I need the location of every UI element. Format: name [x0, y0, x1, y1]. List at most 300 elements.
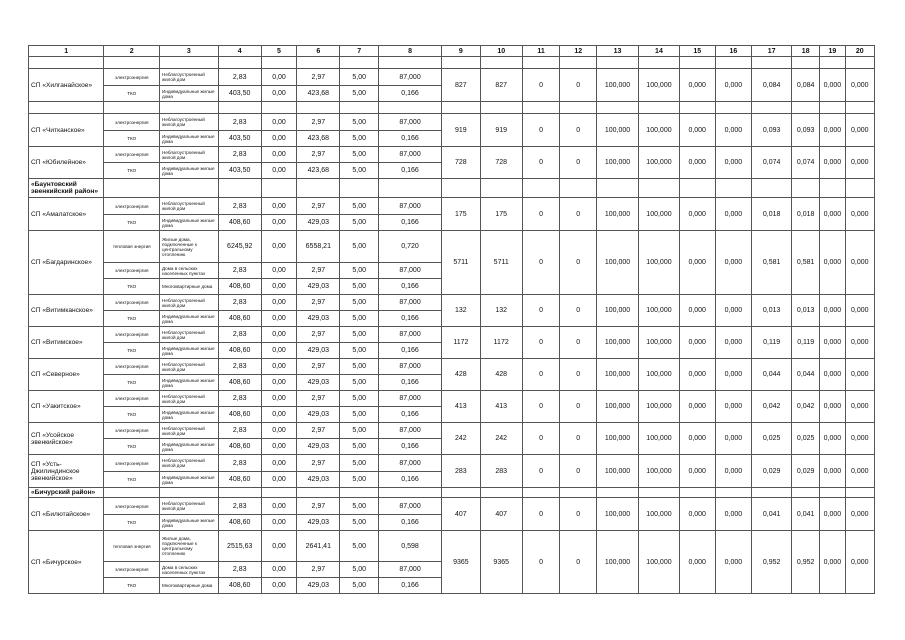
column-header: 14: [639, 46, 680, 57]
value-c6: 2,97: [297, 562, 340, 578]
value-c20: 0,000: [845, 455, 875, 488]
value-c18: 0,074: [792, 147, 820, 179]
value-c13: 100,000: [597, 455, 639, 488]
empty-cell: [679, 57, 715, 69]
value-c12: 0: [560, 114, 597, 147]
value-c16: 0,000: [715, 359, 752, 391]
empty-cell: [379, 488, 442, 498]
value-c5: 0,00: [261, 498, 297, 515]
value-c16: 0,000: [715, 498, 752, 531]
value-c14: 100,000: [639, 114, 680, 147]
value-c12: 0: [560, 531, 597, 594]
value-c4: 2,83: [218, 498, 261, 515]
empty-cell: [820, 179, 845, 198]
value-c18: 0,581: [792, 231, 820, 295]
value-c6: 2,97: [297, 359, 340, 375]
consumer-category: Индивидуальные жилые дома: [160, 515, 219, 531]
value-c4: 2,83: [218, 391, 261, 407]
consumer-category: Неблагоустроенный жилой дом: [160, 198, 219, 215]
value-c5: 0,00: [261, 279, 297, 295]
value-c4: 408,60: [218, 215, 261, 231]
value-c19: 0,000: [820, 455, 845, 488]
table-row: [29, 327, 875, 343]
empty-cell: [752, 179, 792, 198]
resource-type: ТКО: [104, 311, 160, 327]
table-row: [29, 423, 875, 439]
value-c8: 87,000: [379, 198, 442, 215]
value-c20: 0,000: [845, 295, 875, 327]
value-c6: 2,97: [297, 147, 340, 163]
resource-type: электроэнергия: [104, 423, 160, 439]
value-c18: 0,025: [792, 423, 820, 455]
empty-cell: [480, 57, 522, 69]
empty-cell: [218, 488, 261, 498]
value-c4: 6245,92: [218, 231, 261, 263]
value-c14: 100,000: [639, 231, 680, 295]
value-c7: 5,00: [340, 498, 379, 515]
column-header: 5: [261, 46, 297, 57]
region-row: [29, 488, 875, 498]
value-c14: 100,000: [639, 69, 680, 102]
column-header: 16: [715, 46, 752, 57]
value-c8: 0,166: [379, 215, 442, 231]
value-c13: 100,000: [597, 391, 639, 423]
value-c8: 87,000: [379, 455, 442, 472]
resource-type: ТКО: [104, 86, 160, 102]
value-c20: 0,000: [845, 147, 875, 179]
value-c20: 0,000: [845, 231, 875, 295]
value-c17: 0,044: [752, 359, 792, 391]
value-c10: 283: [480, 455, 522, 488]
column-header: 3: [160, 46, 219, 57]
value-c16: 0,000: [715, 231, 752, 295]
value-c4: 2,83: [218, 263, 261, 279]
value-c20: 0,000: [845, 531, 875, 594]
value-c5: 0,00: [261, 423, 297, 439]
value-c5: 0,00: [261, 147, 297, 163]
resource-type: электроэнергия: [104, 263, 160, 279]
empty-cell: [261, 57, 297, 69]
value-c15: 0,000: [679, 423, 715, 455]
value-c12: 0: [560, 231, 597, 295]
consumer-category: Неблагоустроенный жилой дом: [160, 295, 219, 311]
value-c16: 0,000: [715, 327, 752, 359]
value-c6: 2,97: [297, 423, 340, 439]
value-c17: 0,025: [752, 423, 792, 455]
value-c12: 0: [560, 423, 597, 455]
value-c4: 403,50: [218, 163, 261, 179]
value-c19: 0,000: [820, 327, 845, 359]
value-c6: 423,68: [297, 131, 340, 147]
consumer-category: Индивидуальные жилые дома: [160, 343, 219, 359]
column-header: 10: [480, 46, 522, 57]
value-c19: 0,000: [820, 231, 845, 295]
empty-cell: [522, 102, 560, 114]
value-c6: 429,03: [297, 215, 340, 231]
value-c6: 429,03: [297, 515, 340, 531]
value-c7: 5,00: [340, 147, 379, 163]
value-c14: 100,000: [639, 147, 680, 179]
value-c20: 0,000: [845, 359, 875, 391]
value-c16: 0,000: [715, 455, 752, 488]
value-c10: 728: [480, 147, 522, 179]
empty-cell: [297, 57, 340, 69]
resource-type: электроэнергия: [104, 327, 160, 343]
value-c7: 5,00: [340, 86, 379, 102]
municipality-name: СП «Северное»: [29, 359, 104, 391]
resource-type: электроэнергия: [104, 359, 160, 375]
resource-type: электроэнергия: [104, 498, 160, 515]
value-c5: 0,00: [261, 455, 297, 472]
empty-cell: [597, 488, 639, 498]
table-row: [29, 69, 875, 86]
value-c6: 2,97: [297, 114, 340, 131]
value-c16: 0,000: [715, 69, 752, 102]
empty-cell: [441, 57, 480, 69]
value-c11: 0: [522, 455, 560, 488]
value-c6: 2,97: [297, 263, 340, 279]
value-c7: 5,00: [340, 515, 379, 531]
value-c4: 408,60: [218, 515, 261, 531]
value-c8: 0,166: [379, 343, 442, 359]
value-c11: 0: [522, 423, 560, 455]
value-c15: 0,000: [679, 147, 715, 179]
column-header: 1: [29, 46, 104, 57]
consumer-category: Индивидуальные жилые дома: [160, 472, 219, 488]
value-c17: 0,041: [752, 498, 792, 531]
value-c11: 0: [522, 69, 560, 102]
consumer-category: Неблагоустроенный жилой дом: [160, 455, 219, 472]
value-c4: 2,83: [218, 455, 261, 472]
value-c8: 87,000: [379, 69, 442, 86]
empty-cell: [639, 488, 680, 498]
column-header: 12: [560, 46, 597, 57]
empty-cell: [560, 488, 597, 498]
tariff-table: [28, 45, 875, 594]
value-c10: 9365: [480, 531, 522, 594]
value-c8: 87,000: [379, 391, 442, 407]
value-c5: 0,00: [261, 407, 297, 423]
value-c8: 87,000: [379, 498, 442, 515]
consumer-category: Индивидуальные жилые дома: [160, 163, 219, 179]
value-c4: 2,83: [218, 114, 261, 131]
consumer-category: Индивидуальные жилые дома: [160, 215, 219, 231]
municipality-name: СП «Усойское эвенкийское»: [29, 423, 104, 455]
value-c8: 87,000: [379, 114, 442, 131]
value-c11: 0: [522, 147, 560, 179]
value-c10: 407: [480, 498, 522, 531]
consumer-category: Индивидуальные жилые дома: [160, 311, 219, 327]
empty-cell: [340, 57, 379, 69]
value-c9: 827: [441, 69, 480, 102]
value-c7: 5,00: [340, 131, 379, 147]
consumer-category: Дома в сельских населенных пунктах: [160, 562, 219, 578]
value-c19: 0,000: [820, 423, 845, 455]
value-c13: 100,000: [597, 231, 639, 295]
municipality-name: СП «Юбилейное»: [29, 147, 104, 179]
empty-cell: [820, 57, 845, 69]
resource-type: ТКО: [104, 439, 160, 455]
value-c5: 0,00: [261, 86, 297, 102]
value-c9: 428: [441, 359, 480, 391]
value-c11: 0: [522, 231, 560, 295]
value-c6: 429,03: [297, 343, 340, 359]
value-c16: 0,000: [715, 198, 752, 231]
empty-cell: [845, 102, 875, 114]
value-c6: 423,68: [297, 86, 340, 102]
value-c15: 0,000: [679, 231, 715, 295]
value-c17: 0,119: [752, 327, 792, 359]
value-c20: 0,000: [845, 69, 875, 102]
value-c6: 423,68: [297, 163, 340, 179]
value-c16: 0,000: [715, 531, 752, 594]
region-title: «Бичурский район»: [29, 488, 104, 498]
table-row: [29, 295, 875, 311]
resource-type: ТКО: [104, 375, 160, 391]
column-header: 9: [441, 46, 480, 57]
municipality-name: СП «Витимканское»: [29, 295, 104, 327]
value-c5: 0,00: [261, 311, 297, 327]
resource-type: ТКО: [104, 515, 160, 531]
value-c4: 408,60: [218, 343, 261, 359]
value-c15: 0,000: [679, 69, 715, 102]
value-c13: 100,000: [597, 423, 639, 455]
value-c12: 0: [560, 327, 597, 359]
value-c13: 100,000: [597, 359, 639, 391]
value-c16: 0,000: [715, 391, 752, 423]
resource-type: электроэнергия: [104, 562, 160, 578]
consumer-category: Индивидуальные жилые дома: [160, 131, 219, 147]
header-row: [29, 46, 875, 57]
value-c14: 100,000: [639, 455, 680, 488]
resource-type: электроэнергия: [104, 69, 160, 86]
value-c5: 0,00: [261, 263, 297, 279]
value-c11: 0: [522, 498, 560, 531]
value-c19: 0,000: [820, 114, 845, 147]
resource-type: электроэнергия: [104, 147, 160, 163]
value-c5: 0,00: [261, 198, 297, 215]
empty-cell: [441, 488, 480, 498]
column-header: 17: [752, 46, 792, 57]
value-c17: 0,084: [752, 69, 792, 102]
empty-cell: [261, 102, 297, 114]
empty-cell: [297, 179, 340, 198]
empty-cell: [715, 57, 752, 69]
value-c16: 0,000: [715, 423, 752, 455]
table-row: [29, 198, 875, 215]
value-c14: 100,000: [639, 359, 680, 391]
value-c6: 429,03: [297, 375, 340, 391]
column-header: 15: [679, 46, 715, 57]
consumer-category: Индивидуальные жилые дома: [160, 439, 219, 455]
value-c5: 0,00: [261, 531, 297, 562]
value-c20: 0,000: [845, 327, 875, 359]
column-header: 8: [379, 46, 442, 57]
empty-cell: [340, 102, 379, 114]
value-c7: 5,00: [340, 359, 379, 375]
value-c19: 0,000: [820, 147, 845, 179]
column-header: 7: [340, 46, 379, 57]
value-c7: 5,00: [340, 231, 379, 263]
value-c5: 0,00: [261, 359, 297, 375]
empty-cell: [104, 57, 160, 69]
value-c4: 2,83: [218, 562, 261, 578]
empty-cell: [441, 179, 480, 198]
consumer-category: Неблагоустроенный жилой дом: [160, 359, 219, 375]
value-c4: 408,60: [218, 472, 261, 488]
value-c17: 0,029: [752, 455, 792, 488]
value-c6: 2,97: [297, 455, 340, 472]
value-c5: 0,00: [261, 439, 297, 455]
consumer-category: Дома в сельских населенных пунктах: [160, 263, 219, 279]
value-c5: 0,00: [261, 163, 297, 179]
value-c9: 5711: [441, 231, 480, 295]
value-c15: 0,000: [679, 391, 715, 423]
municipality-name: СП «Багдаринское»: [29, 231, 104, 295]
consumer-category: Многоквартирные дома: [160, 578, 219, 594]
value-c6: 2641,41: [297, 531, 340, 562]
value-c19: 0,000: [820, 391, 845, 423]
value-c12: 0: [560, 455, 597, 488]
consumer-category: Индивидуальные жилые дома: [160, 86, 219, 102]
value-c17: 0,952: [752, 531, 792, 594]
value-c9: 175: [441, 198, 480, 231]
value-c10: 175: [480, 198, 522, 231]
value-c7: 5,00: [340, 423, 379, 439]
value-c9: 132: [441, 295, 480, 327]
value-c15: 0,000: [679, 455, 715, 488]
value-c8: 87,000: [379, 423, 442, 439]
consumer-category: Неблагоустроенный жилой дом: [160, 114, 219, 131]
value-c5: 0,00: [261, 114, 297, 131]
value-c4: 2,83: [218, 147, 261, 163]
value-c9: 407: [441, 498, 480, 531]
value-c9: 919: [441, 114, 480, 147]
consumer-category: Неблагоустроенный жилой дом: [160, 391, 219, 407]
value-c14: 100,000: [639, 198, 680, 231]
municipality-name: СП «Бичурское»: [29, 531, 104, 594]
value-c19: 0,000: [820, 295, 845, 327]
value-c8: 0,720: [379, 231, 442, 263]
municipality-name: СП «Амалатское»: [29, 198, 104, 231]
value-c5: 0,00: [261, 295, 297, 311]
empty-cell: [261, 488, 297, 498]
value-c9: 413: [441, 391, 480, 423]
value-c5: 0,00: [261, 327, 297, 343]
value-c4: 403,50: [218, 131, 261, 147]
value-c6: 6558,21: [297, 231, 340, 263]
value-c7: 5,00: [340, 472, 379, 488]
empty-cell: [792, 57, 820, 69]
value-c7: 5,00: [340, 375, 379, 391]
value-c16: 0,000: [715, 295, 752, 327]
value-c14: 100,000: [639, 423, 680, 455]
municipality-name: СП «Билютайское»: [29, 498, 104, 531]
value-c14: 100,000: [639, 498, 680, 531]
value-c13: 100,000: [597, 295, 639, 327]
value-c9: 242: [441, 423, 480, 455]
empty-cell: [679, 488, 715, 498]
value-c17: 0,093: [752, 114, 792, 147]
value-c18: 0,044: [792, 359, 820, 391]
value-c14: 100,000: [639, 391, 680, 423]
value-c12: 0: [560, 498, 597, 531]
value-c17: 0,013: [752, 295, 792, 327]
column-header: 19: [820, 46, 845, 57]
consumer-category: Неблагоустроенный жилой дом: [160, 69, 219, 86]
region-title: [29, 57, 104, 69]
empty-cell: [752, 57, 792, 69]
empty-cell: [218, 179, 261, 198]
value-c13: 100,000: [597, 198, 639, 231]
empty-cell: [218, 102, 261, 114]
value-c19: 0,000: [820, 69, 845, 102]
value-c4: 408,60: [218, 279, 261, 295]
municipality-name: СП «Хилганайское»: [29, 69, 104, 102]
empty-cell: [715, 102, 752, 114]
empty-cell: [104, 488, 160, 498]
value-c6: 2,97: [297, 295, 340, 311]
table-row: [29, 391, 875, 407]
value-c5: 0,00: [261, 472, 297, 488]
value-c8: 0,166: [379, 407, 442, 423]
value-c13: 100,000: [597, 114, 639, 147]
value-c8: 0,166: [379, 279, 442, 295]
value-c16: 0,000: [715, 114, 752, 147]
value-c19: 0,000: [820, 498, 845, 531]
table-row: [29, 359, 875, 375]
value-c4: 2,83: [218, 327, 261, 343]
value-c8: 87,000: [379, 263, 442, 279]
value-c6: 429,03: [297, 279, 340, 295]
empty-cell: [104, 102, 160, 114]
value-c5: 0,00: [261, 391, 297, 407]
empty-cell: [160, 179, 219, 198]
value-c17: 0,581: [752, 231, 792, 295]
value-c8: 0,166: [379, 86, 442, 102]
resource-type: электроэнергия: [104, 295, 160, 311]
empty-cell: [597, 57, 639, 69]
value-c18: 0,042: [792, 391, 820, 423]
empty-cell: [340, 488, 379, 498]
value-c13: 100,000: [597, 327, 639, 359]
empty-cell: [792, 179, 820, 198]
value-c7: 5,00: [340, 311, 379, 327]
value-c17: 0,074: [752, 147, 792, 179]
value-c15: 0,000: [679, 295, 715, 327]
consumer-category: Неблагоустроенный жилой дом: [160, 147, 219, 163]
value-c11: 0: [522, 531, 560, 594]
value-c8: 87,000: [379, 147, 442, 163]
value-c5: 0,00: [261, 131, 297, 147]
value-c4: 408,60: [218, 439, 261, 455]
value-c7: 5,00: [340, 455, 379, 472]
column-header: 4: [218, 46, 261, 57]
consumer-category: Жилые дома, подключенные к центральному отоплению: [160, 531, 219, 562]
empty-cell: [752, 488, 792, 498]
value-c7: 5,00: [340, 114, 379, 131]
empty-cell: [820, 102, 845, 114]
empty-cell: [379, 179, 442, 198]
value-c8: 0,166: [379, 163, 442, 179]
consumer-category: Жилые дома, подключенные к центральному отоплению: [160, 231, 219, 263]
consumer-category: Неблагоустроенный жилой дом: [160, 423, 219, 439]
value-c8: 0,598: [379, 531, 442, 562]
value-c14: 100,000: [639, 531, 680, 594]
region-title: [29, 102, 104, 114]
empty-cell: [340, 179, 379, 198]
table-row: [29, 147, 875, 163]
